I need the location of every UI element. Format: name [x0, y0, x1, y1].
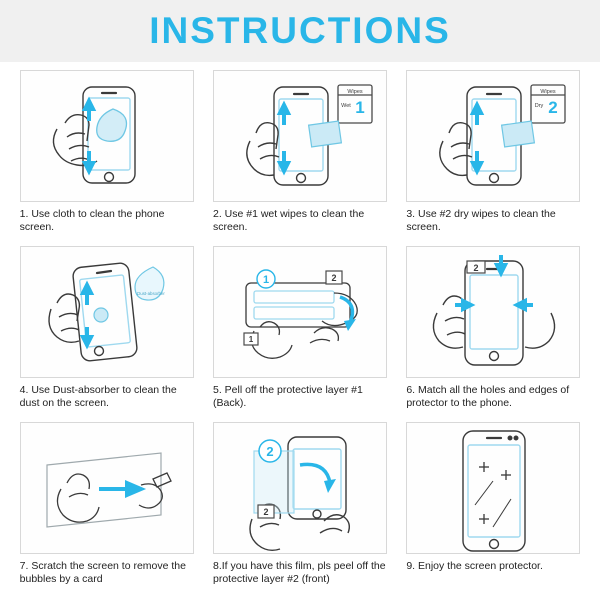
step-2-wet-label: Wet: [341, 103, 351, 109]
step-7-caption: 7. Scratch the screen to remove the bubbles by a card: [19, 560, 186, 585]
step-8-drawing: [214, 423, 387, 554]
step-1-drawing: [21, 71, 194, 202]
step-6-caption: 6. Match all the holes and edges of protector to the phone.: [406, 384, 570, 409]
step-2-wipes-label: Wipes: [347, 89, 363, 95]
step-6-drawing: [407, 247, 580, 378]
step-cell-6: [397, 242, 590, 418]
step-5-illustration: [213, 246, 387, 378]
step-9-caption: 9. Enjoy the screen protector.: [406, 560, 543, 572]
step-5-tag-2: 2: [331, 273, 337, 283]
step-4-illustration: [20, 246, 194, 378]
step-3-illustration: [406, 70, 580, 202]
step-8-caption: 8.If you have this film, pls peel off the protective layer #2 (front): [212, 560, 386, 585]
step-5-tag-1: 1: [248, 335, 254, 344]
page-title: INSTRUCTIONS: [149, 10, 451, 51]
step-1-caption: 1. Use cloth to clean the phone screen.: [19, 208, 165, 233]
step-cell-1: [10, 66, 203, 242]
step-9-illustration: [406, 422, 580, 554]
step-8-badge-2: 2: [266, 444, 274, 459]
step-3-caption: 3. Use #2 dry wipes to clean the screen.: [406, 208, 556, 233]
step-9-drawing: [407, 423, 580, 554]
step-2-illustration: [213, 70, 387, 202]
step-cell-7: [10, 418, 203, 594]
step-1-illustration: [20, 70, 194, 202]
step-6-tag-2: 2: [473, 263, 479, 273]
step-7-illustration: [20, 422, 194, 554]
step-cell-3: [397, 66, 590, 242]
step-5-caption: 5. Pell off the protective layer #1 (Back).: [212, 384, 363, 409]
step-2-drawing: [214, 71, 387, 202]
steps-grid: [0, 62, 600, 600]
header-bar: [0, 0, 600, 62]
step-5-drawing: [214, 247, 387, 378]
step-cell-8: [203, 418, 396, 594]
step-cell-5: [203, 242, 396, 418]
step-7-drawing: [21, 423, 194, 554]
step-3-number-label: 2: [548, 98, 559, 117]
step-3-drawing: [407, 71, 580, 202]
step-5-badge-1: 1: [262, 274, 270, 286]
step-cell-9: [397, 418, 590, 594]
step-2-caption: 2. Use #1 wet wipes to clean the screen.: [212, 208, 365, 233]
step-cell-2: [203, 66, 396, 242]
step-2-number-label: 1: [355, 98, 365, 117]
step-4-dust-absorber-label: Dust-absorber: [136, 291, 165, 296]
step-3-wipes-label: Wipes: [540, 89, 556, 95]
step-6-illustration: [406, 246, 580, 378]
step-3-dry-label: Dry: [535, 103, 544, 109]
step-4-drawing: [21, 247, 194, 378]
step-4-caption: 4. Use Dust-absorber to clean the dust on the screen.: [19, 384, 177, 409]
step-8-tag-2: 2: [263, 507, 269, 517]
step-cell-4: [10, 242, 203, 418]
step-8-illustration: [213, 422, 387, 554]
